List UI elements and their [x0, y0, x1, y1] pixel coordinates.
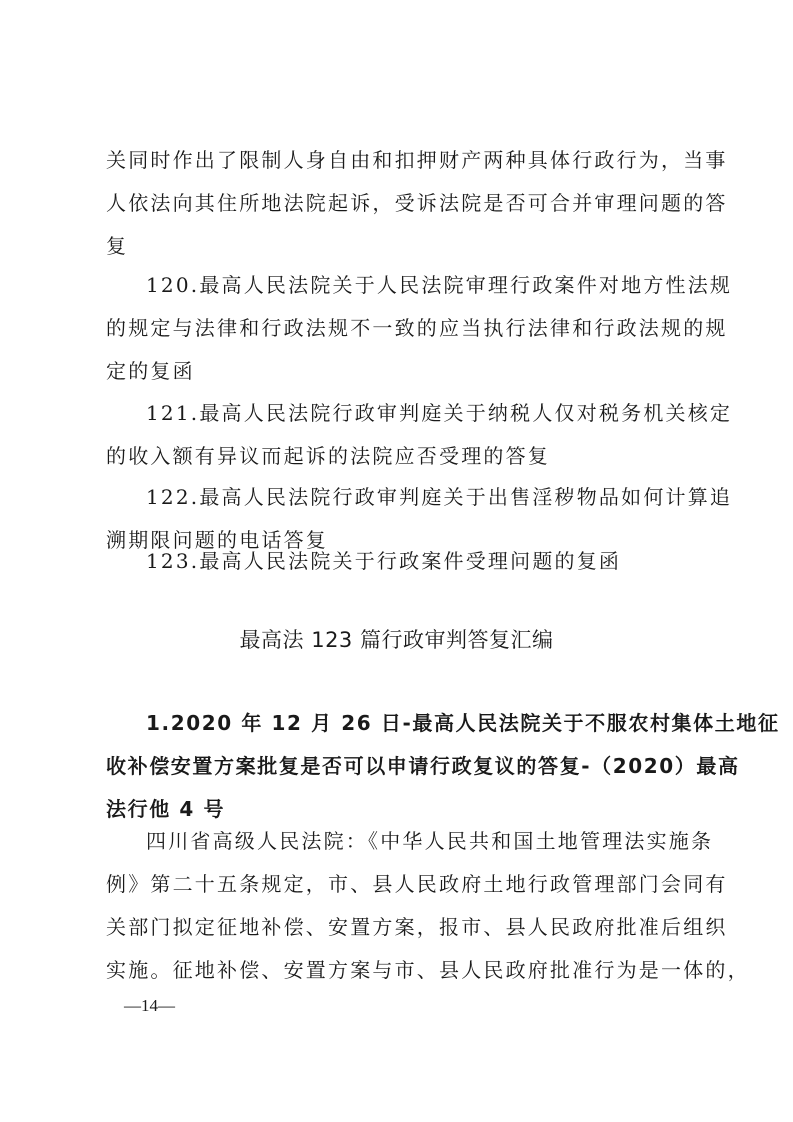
paragraph-line: 关同时作出了限制人身自由和扣押财产两种具体行政行为，当事	[106, 148, 728, 172]
continuation-paragraph	[106, 139, 728, 268]
body-paragraph	[106, 820, 750, 992]
paragraph-line: 四川省高级人民法院：《中华人民共和国土地管理法实施条	[146, 829, 714, 853]
paragraph-line: 关部门拟定征地补偿、安置方案，报市、县人民政府批准后组织	[106, 915, 728, 939]
heading-line: 法行他 4 号	[106, 797, 226, 821]
paragraph-line: 复	[106, 234, 129, 258]
paragraph-line: 120.最高人民法院关于人民法院审理行政案件对地方性法规	[146, 273, 733, 297]
paragraph-line: 122.最高人民法院行政审判庭关于出售淫秽物品如何计算追	[146, 485, 733, 509]
paragraph-line: 定的复函	[106, 359, 195, 383]
paragraph-line: 的规定与法律和行政法规不一致的应当执行法律和行政法规的规	[106, 316, 728, 340]
section-title: 最高法 123 篇行政审判答复汇编	[239, 628, 554, 652]
paragraph-line: 实施。征地补偿、安置方案与市、县人民政府批准行为是一体的，	[106, 958, 750, 982]
list-item-123	[106, 540, 690, 583]
paragraph-line: 121.最高人民法院行政审判庭关于纳税人仅对税务机关核定	[146, 401, 733, 425]
list-item-120	[106, 264, 733, 393]
document-heading	[106, 702, 780, 831]
page-number: —14—	[124, 996, 175, 1015]
paragraph-line: 人依法向其住所地法院起诉，受诉法院是否可合并审理问题的答	[106, 191, 728, 215]
paragraph-line: 溯期限问题的电话答复	[106, 528, 328, 552]
paragraph-line: 123.最高人民法院关于行政案件受理问题的复函	[146, 549, 622, 573]
list-item-121	[106, 392, 733, 478]
paragraph-line: 例》第二十五条规定，市、县人民政府土地行政管理部门会同有	[106, 872, 728, 896]
paragraph-line: 的收入额有异议而起诉的法院应否受理的答复	[106, 444, 550, 468]
heading-line: 收补偿安置方案批复是否可以申请行政复议的答复-（2020）最高	[106, 754, 740, 778]
heading-line: 1.2020 年 12 月 26 日-最高人民法院关于不服农村集体土地征	[146, 711, 780, 735]
